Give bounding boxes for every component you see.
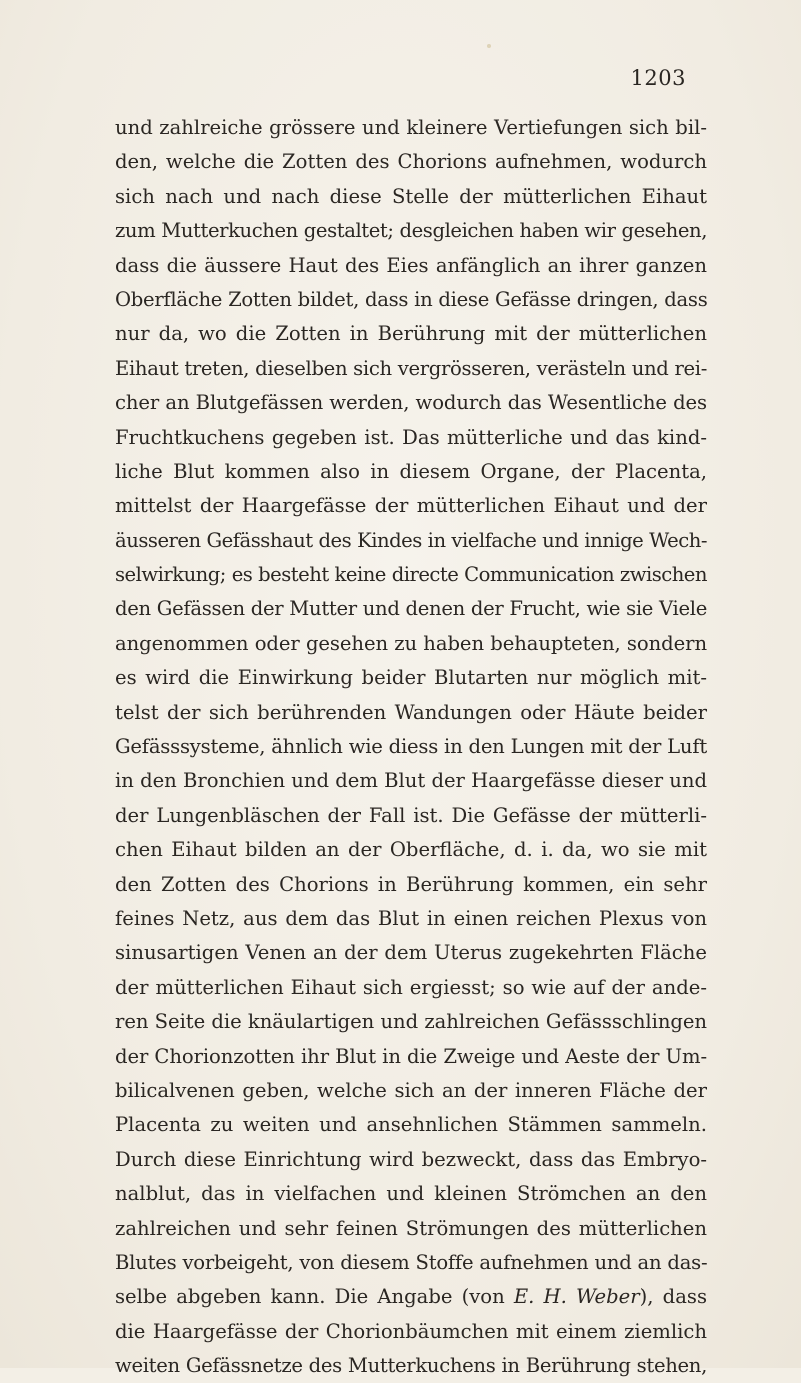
text-line: angenommen oder gesehen zu haben behaupteten, sondern (115, 631, 707, 655)
text-line: zahlreichen und sehr feinen Strömungen des mütterlichen (115, 1216, 707, 1240)
text-line: und zahlreiche grössere und kleinere Vertiefungen sich bil- (115, 116, 707, 139)
page-number: 1203 (630, 66, 686, 90)
text-line: Oberfläche Zotten bildet, dass in diese Gefässe dringen, dass (115, 287, 707, 311)
text-line: selbe abgeben kann. Die Angabe (von E. H. Weber), dass (115, 1285, 707, 1309)
paper-speck (487, 44, 491, 48)
text-line: äusseren Gefässhaut des Kindes in vielfache und innige Wech- (115, 528, 707, 552)
text-line: bilicalvenen geben, welche sich an der inneren Fläche der (115, 1078, 707, 1102)
author-citation: E. H. Weber (513, 1285, 640, 1309)
text-line: Placenta zu weiten und ansehnlichen Stämmen sammeln. (115, 1113, 707, 1137)
text-line: cher an Blutgefässen werden, wodurch das Wesentliche des (115, 391, 707, 415)
text-line: ren Seite die knäulartigen und zahlreichen Gefässschlingen (115, 1010, 707, 1034)
text-line: die Haargefässe der Chorionbäumchen mit einem ziemlich (115, 1319, 707, 1343)
text-line: Durch diese Einrichtung wird bezweckt, dass das Embryo- (115, 1147, 707, 1171)
text-line: dass die äussere Haut des Eies anfänglich an ihrer ganzen (115, 253, 707, 277)
text-line: Fruchtkuchens gegeben ist. Das mütterliche und das kind- (115, 425, 707, 449)
text-line: weiten Gefässnetze des Mutterkuchens in Berührung stehen, (115, 1354, 707, 1378)
text-line: telst der sich berührenden Wandungen oder Häute beider (115, 700, 707, 724)
text-line: zum Mutterkuchen gestaltet; desgleichen haben wir gesehen, (115, 219, 707, 243)
text-line: nalblut, das in vielfachen und kleinen Strömchen an den (115, 1182, 707, 1206)
text-line: mittelst der Haargefässe der mütterlichen Eihaut und der (115, 494, 707, 518)
text-line: sinusartigen Venen an der dem Uterus zugekehrten Fläche (115, 941, 707, 965)
body-text (115, 111, 707, 1383)
text-line: nur da, wo die Zotten in Berührung mit der mütterlichen (115, 322, 707, 346)
text-line: selwirkung; es besteht keine directe Communication zwischen (115, 563, 707, 587)
text-line: Eihaut treten, dieselben sich vergrösseren, verästeln und rei- (115, 356, 707, 380)
text-line: in den Bronchien und dem Blut der Haargefässe dieser und (115, 769, 707, 793)
text-line: es wird die Einwirkung beider Blutarten nur möglich mit- (115, 666, 707, 690)
text-line: sich nach und nach diese Stelle der mütterlichen Eihaut (115, 184, 707, 208)
text-line: der mütterlichen Eihaut sich ergiesst; so wie auf der ande- (115, 975, 707, 999)
text-line: liche Blut kommen also in diesem Organe, der Placenta, (115, 459, 707, 483)
text-line: chen Eihaut bilden an der Oberfläche, d. i. da, wo sie mit (115, 838, 707, 862)
text-line: den Gefässen der Mutter und denen der Frucht, wie sie Viele (115, 597, 707, 621)
text-line: der Lungenbläschen der Fall ist. Die Gefässe der mütterli- (115, 803, 707, 827)
text-line: den Zotten des Chorions in Berührung kommen, ein sehr (115, 872, 707, 896)
text-line: Blutes vorbeigeht, von diesem Stoffe aufnehmen und an das- (115, 1250, 707, 1274)
text-line: feines Netz, aus dem das Blut in einen reichen Plexus von (115, 906, 707, 930)
text-line: Gefässsysteme, ähnlich wie diess in den Lungen mit der Luft (115, 735, 707, 759)
text-line: den, welche die Zotten des Chorions aufnehmen, wodurch (115, 150, 707, 174)
text-line: der Chorionzotten ihr Blut in die Zweige und Aeste der Um- (115, 1044, 707, 1068)
